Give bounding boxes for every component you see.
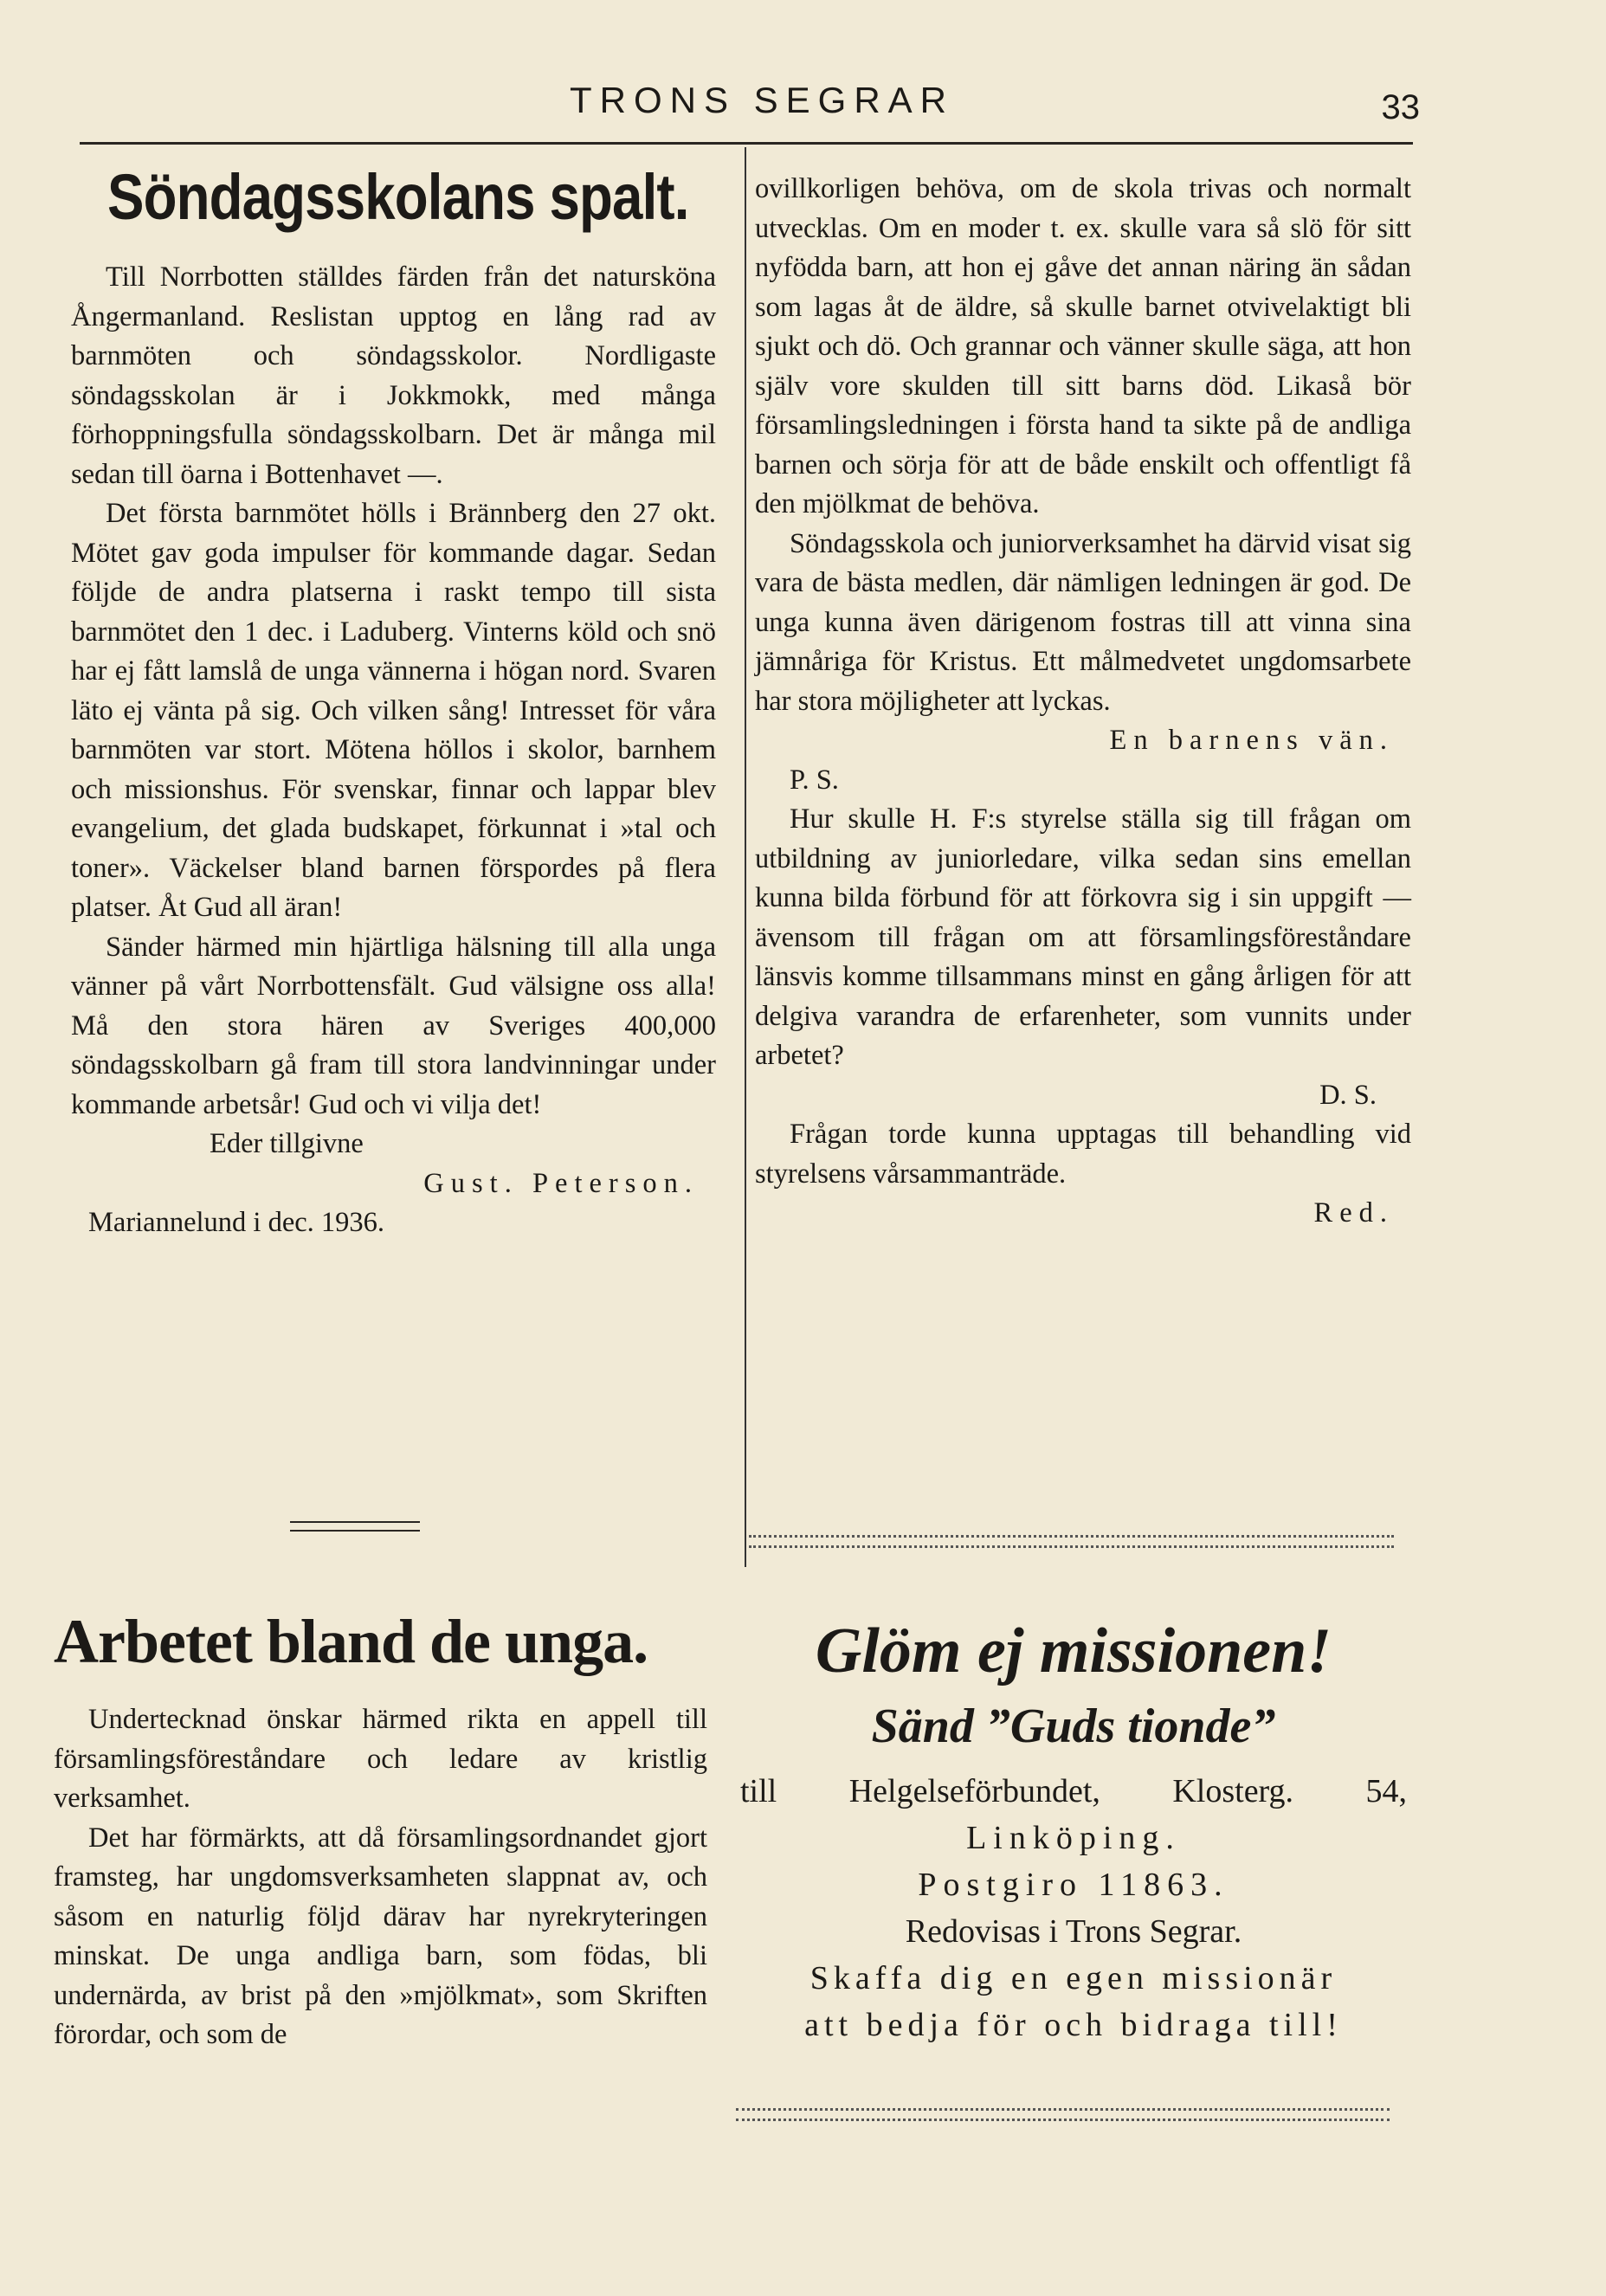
header-rule (80, 142, 1413, 145)
ad-appeal-line-2: att bedja för och bidraga till! (804, 2007, 1343, 2043)
column-divider (745, 147, 746, 1567)
ad-address: till Helgelseförbundet, Klosterg. 54, (740, 1773, 1407, 1809)
paragraph: Undertecknad önskar härmed rikta en appell till församlingsföreståndare och ledare av kristlig verksamhet. (54, 1704, 707, 1814)
continuation-body (755, 170, 1411, 1234)
ad-city: Linköping. (966, 1820, 1181, 1856)
place-date: Mariannelund i dec. 1936. (88, 1207, 385, 1238)
arbetet-heading: Arbetet bland de unga. (54, 1607, 648, 1676)
ps-label: P. S. (790, 764, 839, 796)
ad-title: Glöm ej missionen! (815, 1616, 1332, 1687)
ps-text: Hur skulle H. F:s styrelse ställa sig till frågan om utbildning av juniorledare, vilka sedan sins emellan kunna bilda förbund för att förkovra sig i sin uppgift — ävensom till frågan om att församlingsföreståndare länsvis komme tillsammans minst en gång årligen för att delgiva varandra de erfarenheter, som vunnits under arbetet? (755, 803, 1411, 1071)
paragraph: ovillkorligen behöva, om de skola trivas och normalt utvecklas. Om en moder t. ex. skulle vara så slö för sitt nyfödda barn, att hon ej gåve det annan näring än sådan som lagas åt de äldre, så skulle barnet otvivelaktigt bli sjukt och dö. Och grannar och vänner skulle säga, att hon själv vore skulden till sitt barns död. Likaså bör församlingsledningen i första hand ta sikte på de andliga barnen och sörja för att de både enskilt och offentligt få den mjölkmat de behöva. (755, 173, 1411, 519)
paragraph: Till Norrbotten ställdes färden från det natursköna Ångermanland. Reslistan upptog en lång rad av barnmöten och söndagsskolor. Nordligaste söndagsskolan är i Jokkmokk, med många förhoppningsfulla söndagsskolbarn. Det är många mil sedan till öarna i Bottenhavet —. (71, 261, 716, 490)
ad-report: Redovisas i Trons Segrar. (905, 1913, 1242, 1950)
paragraph: Söndagsskola och juniorverksamhet ha därvid visat sig vara de bästa medlen, där nämligen ledningen är god. De unga kunna även därigenom fostras till att vinna sina jämnåriga för Kristus. Ett målmedvetet ungdomsarbete har stora möjligheter att lyckas. (755, 527, 1411, 717)
sondagsskolan-continuation (755, 170, 1411, 1234)
paragraph: Det första barnmötet hölls i Brännberg den 27 okt. Mötet gav goda impulser för kommande dagar. Sedan följde de andra platserna i raskt tempo till sista barnmötet den 1 dec. i Laduberg. Vinterns köld och snö har ej fått lamslå de unga vännerna i högan nord. Svaren läto ej vänta på sig. Och vilken sång! Intresset för våra barnmöten var stort. Mötena höllos i skolor, barnhem och missionshus. För svenskar, finnar och lappar blev evangelium, det glada budskapet, förkunnat i »tal och toner». Väckelser bland barnen förspordes på flera platser. Åt Gud all äran! (71, 498, 716, 923)
dotted-divider (736, 2108, 1390, 2111)
closing-line: Eder tillgivne (210, 1128, 364, 1159)
paragraph: Det har förmärkts, att då församlingsordnandet gjort framsteg, har ungdomsverksamheten slappnat av, och såsom en naturlig följd därav har nyrekryteringen minskat. De unga andliga barn, som födas, bli undernärda, av brist på den »mjölkmat», som Skriften förordar, och som de (54, 1822, 707, 2050)
section-divider-double-rule (290, 1521, 420, 1532)
signature: Gust. Peterson. (423, 1167, 699, 1199)
mission-advertisement (740, 1615, 1407, 2048)
ad-postgiro: Postgiro 11863. (918, 1867, 1229, 1903)
signature: En barnens vän. (1109, 725, 1394, 756)
sondagsskolan-heading: Söndagsskolans spalt. (107, 161, 689, 233)
dotted-divider (749, 1535, 1394, 1538)
arbetet-article (54, 1606, 707, 2055)
ad-subtitle: Sänd ”Guds tionde” (871, 1699, 1276, 1753)
dotted-divider (736, 2119, 1390, 2121)
ad-appeal-line-1: Skaffa dig en egen missionär (809, 1960, 1338, 1996)
ps-signature: D. S. (1319, 1079, 1377, 1111)
running-title: TRONS SEGRAR (569, 80, 955, 120)
page-number: 33 (1381, 88, 1420, 126)
arbetet-body (54, 1700, 707, 2055)
dotted-divider (749, 1545, 1394, 1548)
sondagsskolan-article (71, 160, 716, 1243)
editor-reply: Frågan torde kunna upptagas till behandling vid styrelsens vårsammanträde. (755, 1119, 1411, 1190)
paragraph: Sänder härmed min hjärtliga hälsning till alla unga vänner på vårt Norrbottensfält. Gud välsigne oss alla! Må den stora hären av Sveriges 400,000 söndagsskolbarn gå fram till stora landvinningar under kommande arbetsår! Gud och vi vilja det! (71, 931, 716, 1120)
sondagsskolan-body (71, 258, 716, 1243)
editor-signature: Red. (1313, 1197, 1394, 1229)
